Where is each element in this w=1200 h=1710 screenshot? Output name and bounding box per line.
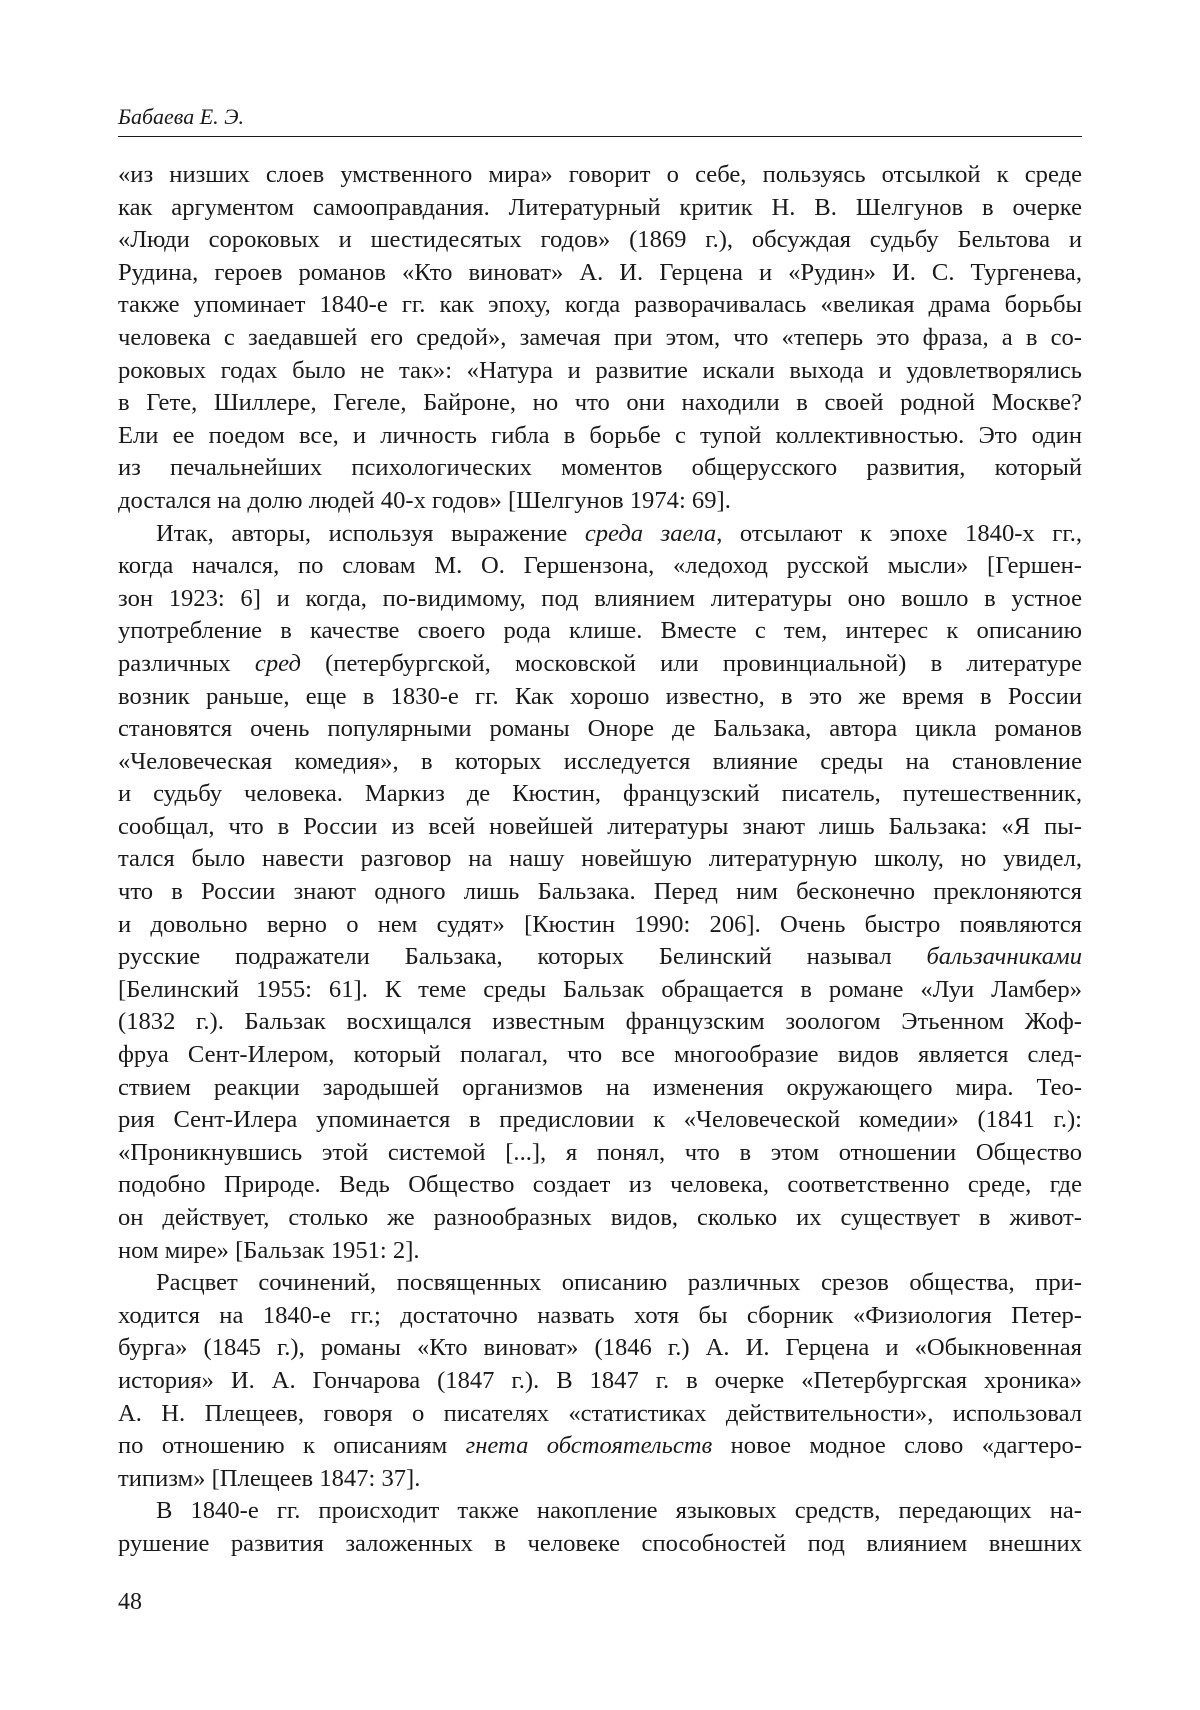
text-run: новое модное слово «дагтеро-	[712, 1432, 1083, 1460]
text-line: А. Н. Плещеев, говоря о писателях «статистиках действительности», использовал	[118, 1399, 1082, 1427]
text-run: русские подражатели Бальзака, которых Белинский называл	[118, 943, 927, 971]
text-line	[118, 648, 1082, 681]
text-line: «Проникнувшись этой системой [...], я понял, что в этом отношении Общество	[118, 1138, 1082, 1166]
text-line: из печальнейших психологических моментов общерусского развития, который	[118, 454, 1082, 482]
text-line: типизм» [Плещеев 1847: 37].	[118, 1464, 421, 1492]
text-line: Расцвет сочинений, посвященных описанию различных срезов общества, при-	[156, 1269, 1082, 1297]
text-line: [Белинский 1955: 61]. К теме среды Бальзак обращается в романе «Луи Ламбер»	[118, 975, 1082, 1003]
text-line: рушение развития заложенных в человеке способностей под влиянием внешних	[118, 1529, 1082, 1557]
text-line: ходится на 1840-е гг.; достаточно назвать хотя бы сборник «Физиология Петер-	[118, 1301, 1082, 1329]
text-line: достался на долю людей 40-х годов» [Шелгунов 1974: 69].	[118, 486, 731, 514]
text-line: Рудина, героев романов «Кто виноват» А. И. Герцена и «Рудин» И. С. Тургенева,	[118, 258, 1082, 286]
text-line: история» И. А. Гончарова (1847 г.). В 1847 г. в очерке «Петербургская хроника»	[118, 1366, 1082, 1394]
text-line: и довольно верно о нем судят» [Кюстин 1990: 206]. Очень быстро появляются	[118, 910, 1082, 938]
text-line: он действует, столько же разнообразных видов, сколько их существует в живот-	[118, 1204, 1082, 1231]
text-line: также упоминает 1840-е гг. как эпоху, когда разворачивалась «великая драма борьбы	[118, 291, 1082, 319]
text-line: становятся очень популярными романы Оноре де Бальзака, автора цикла романов	[118, 715, 1082, 743]
text-line: тался было навести разговор на нашу новейшую литературную школу, но увидел,	[118, 845, 1082, 873]
text-line: подобно Природе. Ведь Общество создает из человека, соответственно среде, где	[118, 1171, 1082, 1199]
text-line: ном мире» [Бальзак 1951: 2].	[118, 1236, 420, 1264]
text-line: (1832 г.). Бальзак восхищался известным французским зоологом Этьенном Жоф-	[118, 1008, 1082, 1036]
italic-term: среда заела	[584, 519, 717, 547]
text-line: как аргументом самооправдания. Литературный критик Н. В. Шелгунов в очерке	[118, 193, 1082, 221]
text-line: в Гете, Шиллере, Гегеле, Байроне, но что они находили в своей родной Москве?	[118, 389, 1082, 417]
italic-term: бальзачниками	[926, 943, 1082, 971]
text-line: возник раньше, еще в 1830-е гг. Как хорошо известно, в это же время в России	[118, 682, 1082, 710]
text-line: Ели ее поедом все, и личность гибла в борьбе с тупой коллективностью. Это один	[118, 421, 1082, 449]
body-text	[118, 159, 1082, 1561]
text-line	[118, 1430, 1082, 1463]
text-run: различных	[118, 649, 255, 677]
text-line: ствием реакции зародышей организмов на изменения окружающего мира. Тео-	[118, 1073, 1082, 1101]
text-line	[118, 518, 1082, 551]
text-run: Итак, авторы, используя выражение	[156, 519, 585, 547]
header-rule	[118, 136, 1082, 137]
text-run: , отсылают к эпохе 1840-х гг.,	[716, 519, 1083, 547]
text-line: фруа Сент-Илером, который полагал, что все многообразие видов является след-	[118, 1041, 1082, 1069]
text-line: «Человеческая комедия», в которых исследуется влияние среды на становление	[118, 747, 1082, 775]
running-head: Бабаева Е. Э.	[118, 104, 245, 129]
text-line: когда начался, по словам М. О. Гершензона, «ледоход русской мысли» [Гершен-	[118, 552, 1082, 580]
text-run: (петербургской, московской или провинциальной) в литературе	[300, 649, 1082, 677]
text-run: по отношению к описаниям	[118, 1432, 466, 1460]
text-line: В 1840-е гг. происходит также накопление языковых средств, передающих на-	[156, 1497, 1082, 1525]
italic-term: гнета обстоятельств	[465, 1432, 713, 1460]
italic-term: сред	[254, 649, 301, 677]
text-line: и судьбу человека. Маркиз де Кюстин, французский писатель, путешественник,	[118, 780, 1082, 808]
text-line: бурга» (1845 г.), романы «Кто виноват» (1846 г.) А. И. Герцена и «Обыкновенная	[118, 1334, 1082, 1362]
text-line: человека с заедавшей его средой», замечая при этом, что «теперь это фраза, а в со-	[118, 323, 1082, 351]
text-line: зон 1923: 6] и когда, по-видимому, под влиянием литературы оно вошло в устное	[118, 584, 1082, 612]
text-line: употребление в качестве своего рода клише. Вместе с тем, интерес к описанию	[118, 617, 1082, 645]
text-line: «Люди сороковых и шестидесятых годов» (1869 г.), обсуждая судьбу Бельтова и	[118, 226, 1082, 254]
text-line: рия Сент-Илера упоминается в предисловии к «Человеческой комедии» (1841 г.):	[118, 1106, 1082, 1134]
text-line: «из низших слоев умственного мира» говорит о себе, пользуясь отсылкой к среде	[118, 161, 1082, 188]
text-line: сообщал, что в России из всей новейшей литературы знают лишь Бальзака: «Я пы-	[118, 812, 1082, 840]
page-number: 48	[118, 1589, 142, 1615]
text-line: что в России знают одного лишь Бальзака. Перед ним бесконечно преклоняются	[118, 878, 1082, 906]
text-line: роковых годах было не так»: «Натура и развитие искали выхода и удовлетворялись	[118, 356, 1082, 384]
text-line	[118, 941, 1082, 974]
